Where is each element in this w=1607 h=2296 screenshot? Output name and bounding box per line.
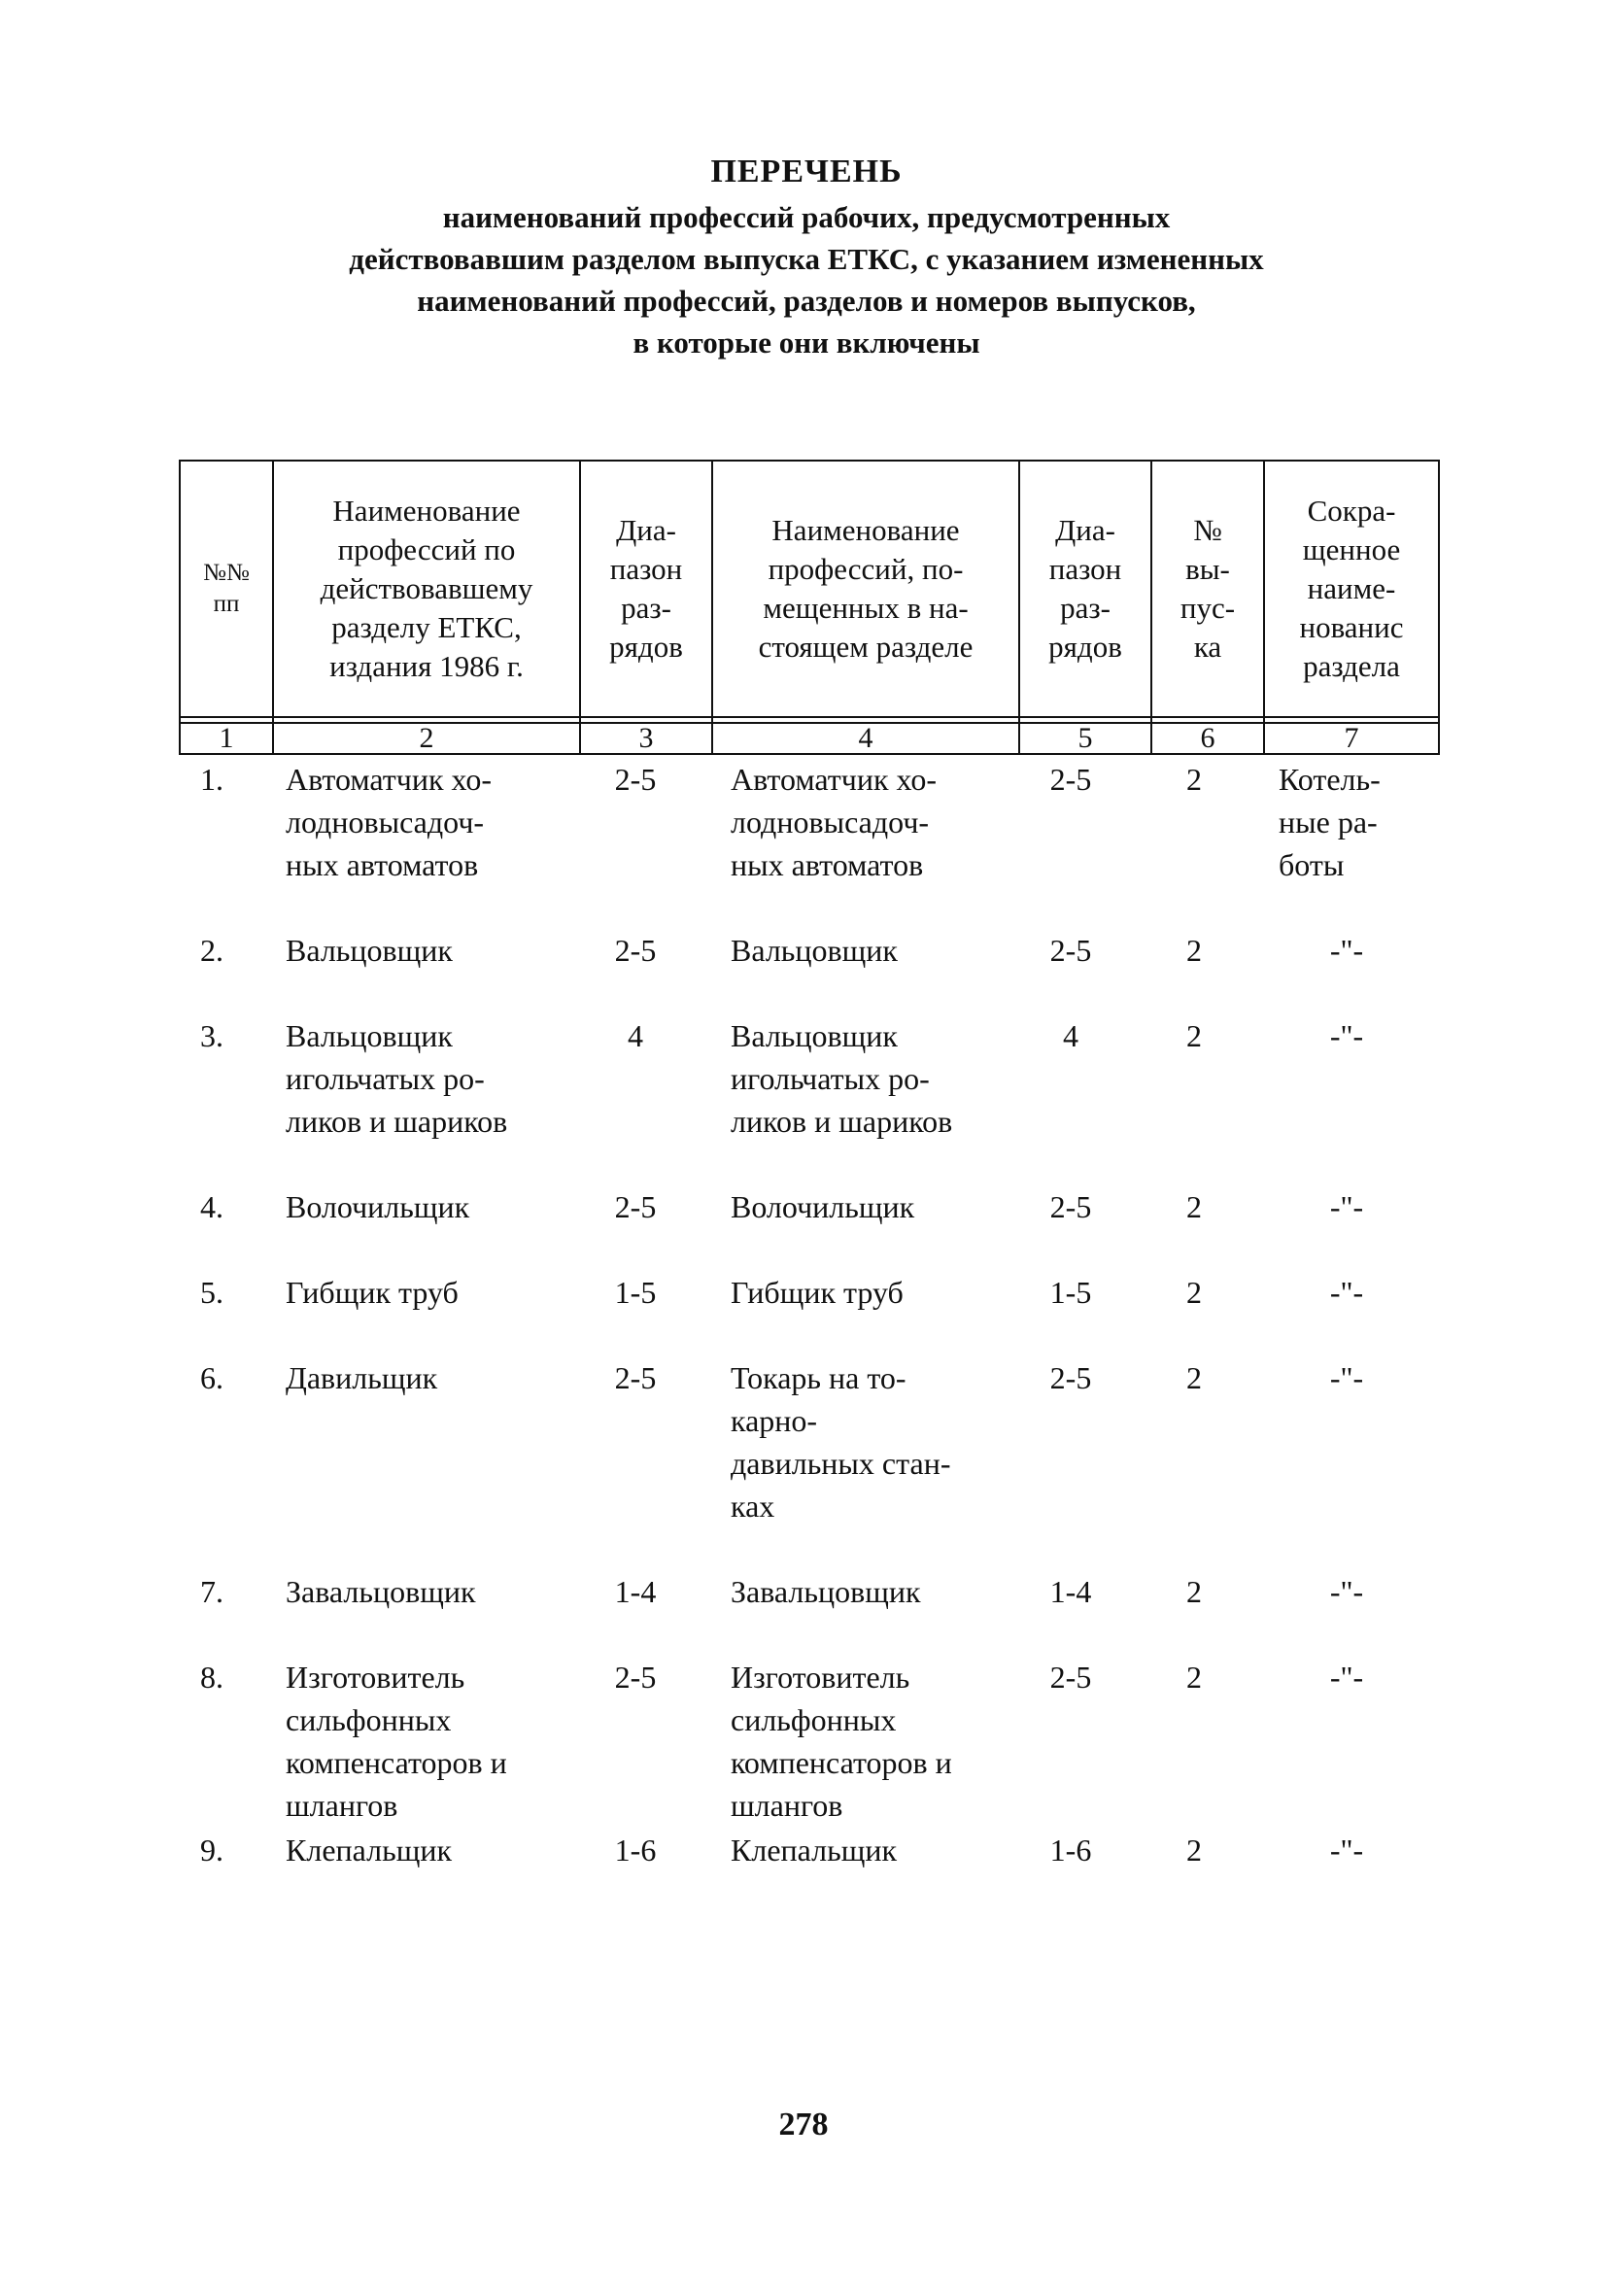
new-grade-range: 1-5 xyxy=(1049,1275,1092,1310)
old-profession-name-line: Давильщик xyxy=(286,1360,438,1395)
old-profession-name xyxy=(286,1185,587,1228)
new-profession-name xyxy=(731,1356,1022,1527)
old-grade-range: 2-5 xyxy=(614,762,657,797)
column-header-line: вы- xyxy=(1185,552,1230,586)
column-header-line: щенное xyxy=(1302,532,1401,566)
old-profession-name-line: Волочильщик xyxy=(286,1189,470,1224)
new-profession-name-line: ных автоматов xyxy=(731,847,924,882)
old-profession-name xyxy=(286,1829,587,1871)
old-profession-name-line: лодновысадоч- xyxy=(286,805,485,840)
old-grade-range: 2-5 xyxy=(614,1189,657,1224)
column-header-line: пп xyxy=(213,591,240,617)
old-profession-name xyxy=(286,1356,587,1399)
section-name-line: -"- xyxy=(1329,1574,1364,1609)
column-header-line: наиме- xyxy=(1307,571,1396,605)
old-profession-name-line: Изготовитель xyxy=(286,1660,465,1695)
column-header-line: профессий, по- xyxy=(768,552,964,586)
new-profession-name-line: Клепальщик xyxy=(731,1833,897,1868)
column-header xyxy=(1264,461,1439,717)
section-name-line: -"- xyxy=(1329,1360,1364,1395)
old-grade-range: 1-6 xyxy=(614,1833,657,1868)
header-table xyxy=(179,460,1440,755)
section-name-line: боты xyxy=(1279,847,1345,882)
row-number: 7. xyxy=(200,1574,223,1609)
column-header-line: №№ xyxy=(203,560,250,586)
column-header-line: рядов xyxy=(1048,630,1122,664)
column-header-line: раз- xyxy=(621,591,671,625)
new-profession-name-line: Вальцовщик xyxy=(731,933,898,968)
column-header-line: ка xyxy=(1193,630,1222,664)
new-grade-range: 2-5 xyxy=(1049,1660,1092,1695)
column-header-line: нованис xyxy=(1299,610,1404,644)
new-profession-name-line: компенсаторов и xyxy=(731,1745,952,1780)
column-header-line: пус- xyxy=(1180,591,1236,625)
issue-number: 2 xyxy=(1186,1574,1202,1609)
new-profession-name xyxy=(731,929,1022,972)
column-header-line: Наименование xyxy=(771,513,960,547)
section-name xyxy=(1279,1014,1415,1057)
old-grade-range: 4 xyxy=(628,1018,643,1053)
column-headers-row xyxy=(180,461,1439,717)
old-profession-name-line: шлангов xyxy=(286,1788,398,1823)
column-number: 5 xyxy=(1019,723,1151,754)
old-grade-range: 2-5 xyxy=(614,1660,657,1695)
row-number: 6. xyxy=(200,1360,223,1395)
old-profession-name xyxy=(286,1271,587,1314)
issue-number: 2 xyxy=(1186,1660,1202,1695)
row-number: 9. xyxy=(200,1833,223,1868)
column-number: 4 xyxy=(712,723,1019,754)
old-profession-name-line: Вальцовщик xyxy=(286,1018,453,1053)
issue-number: 2 xyxy=(1186,1018,1202,1053)
section-name xyxy=(1279,1656,1415,1698)
old-grade-range: 1-5 xyxy=(614,1275,657,1310)
subtitle-line: в которые они включены xyxy=(633,326,980,360)
section-name xyxy=(1279,929,1415,972)
section-name-line: -"- xyxy=(1329,1189,1364,1224)
section-name xyxy=(1279,1271,1415,1314)
section-name-line: ные ра- xyxy=(1279,805,1378,840)
column-number: 7 xyxy=(1264,723,1439,754)
column-header-line: Сокра- xyxy=(1307,494,1396,528)
old-profession-name-line: Клепальщик xyxy=(286,1833,452,1868)
section-name-line: -"- xyxy=(1329,933,1364,968)
column-header-line: стоящем разделе xyxy=(758,630,974,664)
column-number: 2 xyxy=(273,723,580,754)
old-profession-name-line: Автоматчик хо- xyxy=(286,762,492,797)
new-profession-name-line: ках xyxy=(731,1489,775,1524)
new-profession-name-line: лодновысадоч- xyxy=(731,805,930,840)
column-header xyxy=(580,461,712,717)
issue-number: 2 xyxy=(1186,1189,1202,1224)
issue-number: 2 xyxy=(1186,762,1202,797)
old-grade-range: 2-5 xyxy=(614,933,657,968)
new-profession-name-line: Токарь на то- xyxy=(731,1360,906,1395)
section-name-line: -"- xyxy=(1329,1275,1364,1310)
new-profession-name-line: Гибщик труб xyxy=(731,1275,904,1310)
new-grade-range: 1-6 xyxy=(1049,1833,1092,1868)
old-profession-name-line: ных автоматов xyxy=(286,847,479,882)
new-profession-name xyxy=(731,1014,1022,1143)
section-name xyxy=(1279,1829,1415,1871)
issue-number: 2 xyxy=(1186,1275,1202,1310)
section-name-line: -"- xyxy=(1329,1660,1364,1695)
document-subtitle xyxy=(175,196,1438,363)
column-header-line: раздела xyxy=(1303,649,1400,683)
subtitle-line: действовавшим разделом выпуска ЕТКС, с указанием измененных xyxy=(349,242,1264,276)
column-number: 6 xyxy=(1151,723,1264,754)
issue-number: 2 xyxy=(1186,933,1202,968)
new-grade-range: 4 xyxy=(1063,1018,1078,1053)
new-profession-name xyxy=(731,1570,1022,1613)
new-profession-name-line: ликов и шариков xyxy=(731,1104,953,1139)
row-number: 4. xyxy=(200,1189,223,1224)
row-number: 8. xyxy=(200,1660,223,1695)
column-header-line: № xyxy=(1193,513,1222,547)
new-profession-name-line: Волочильщик xyxy=(731,1189,915,1224)
old-profession-name xyxy=(286,929,587,972)
old-profession-name-line: Гибщик труб xyxy=(286,1275,459,1310)
old-profession-name xyxy=(286,758,587,886)
column-header-line: пазон xyxy=(609,552,683,586)
new-profession-name xyxy=(731,758,1022,886)
section-name-line: Котель- xyxy=(1279,762,1381,797)
column-header xyxy=(1019,461,1151,717)
new-profession-name-line: игольчатых ро- xyxy=(731,1061,930,1096)
section-name-line: -"- xyxy=(1329,1833,1364,1868)
new-profession-name xyxy=(731,1656,1022,1827)
new-profession-name-line: Изготовитель xyxy=(731,1660,910,1695)
old-profession-name-line: игольчатых ро- xyxy=(286,1061,485,1096)
old-profession-name-line: сильфонных xyxy=(286,1702,452,1737)
new-grade-range: 2-5 xyxy=(1049,762,1092,797)
column-header xyxy=(180,461,273,717)
section-name-line: -"- xyxy=(1329,1018,1364,1053)
column-header-line: профессий по xyxy=(337,532,516,566)
issue-number: 2 xyxy=(1186,1833,1202,1868)
old-grade-range: 2-5 xyxy=(614,1360,657,1395)
column-header-line: издания 1986 г. xyxy=(329,649,524,683)
column-header-line: рядов xyxy=(609,630,683,664)
old-grade-range: 1-4 xyxy=(614,1574,657,1609)
new-profession-name-line: сильфонных xyxy=(731,1702,897,1737)
old-profession-name-line: Вальцовщик xyxy=(286,933,453,968)
new-profession-name xyxy=(731,1829,1022,1871)
new-grade-range: 1-4 xyxy=(1049,1574,1092,1609)
new-profession-name-line: Вальцовщик xyxy=(731,1018,898,1053)
old-profession-name-line: компенсаторов и xyxy=(286,1745,507,1780)
new-grade-range: 2-5 xyxy=(1049,1189,1092,1224)
old-profession-name xyxy=(286,1014,587,1143)
new-profession-name xyxy=(731,1185,1022,1228)
column-header-line: разделу ЕТКС, xyxy=(331,610,522,644)
old-profession-name xyxy=(286,1570,587,1613)
column-number: 3 xyxy=(580,723,712,754)
column-header xyxy=(1151,461,1264,717)
column-header-line: Наименование xyxy=(332,494,521,528)
column-header-line: мещенных в на- xyxy=(763,591,969,625)
column-header-line: раз- xyxy=(1060,591,1111,625)
new-grade-range: 2-5 xyxy=(1049,933,1092,968)
column-number: 1 xyxy=(180,723,273,754)
section-name xyxy=(1279,758,1415,886)
document-title: ПЕРЕЧЕНЬ xyxy=(710,154,903,189)
new-profession-name-line: Завальцовщик xyxy=(731,1574,921,1609)
column-header xyxy=(273,461,580,717)
column-header-line: действовавшему xyxy=(320,571,533,605)
section-name xyxy=(1279,1185,1415,1228)
column-header-line: пазон xyxy=(1048,552,1122,586)
new-profession-name-line: давильных стан- xyxy=(731,1446,951,1481)
page-number: 278 xyxy=(778,2107,829,2142)
column-header-line: Диа- xyxy=(1055,513,1115,547)
row-number: 5. xyxy=(200,1275,223,1310)
new-profession-name xyxy=(731,1271,1022,1314)
row-number: 1. xyxy=(200,762,223,797)
column-numbers-row xyxy=(180,723,1439,754)
section-name xyxy=(1279,1356,1415,1399)
old-profession-name-line: ликов и шариков xyxy=(286,1104,508,1139)
row-number: 2. xyxy=(200,933,223,968)
new-profession-name-line: карно- xyxy=(731,1403,818,1438)
old-profession-name-line: Завальцовщик xyxy=(286,1574,476,1609)
new-profession-name-line: Автоматчик хо- xyxy=(731,762,937,797)
section-name xyxy=(1279,1570,1415,1613)
row-number: 3. xyxy=(200,1018,223,1053)
subtitle-line: наименований профессий рабочих, предусмотренных xyxy=(442,200,1171,234)
new-grade-range: 2-5 xyxy=(1049,1360,1092,1395)
issue-number: 2 xyxy=(1186,1360,1202,1395)
new-profession-name-line: шлангов xyxy=(731,1788,843,1823)
column-header-line: Диа- xyxy=(616,513,676,547)
old-profession-name xyxy=(286,1656,587,1827)
subtitle-line: наименований профессий, разделов и номеров выпусков, xyxy=(417,284,1196,318)
column-header xyxy=(712,461,1019,717)
